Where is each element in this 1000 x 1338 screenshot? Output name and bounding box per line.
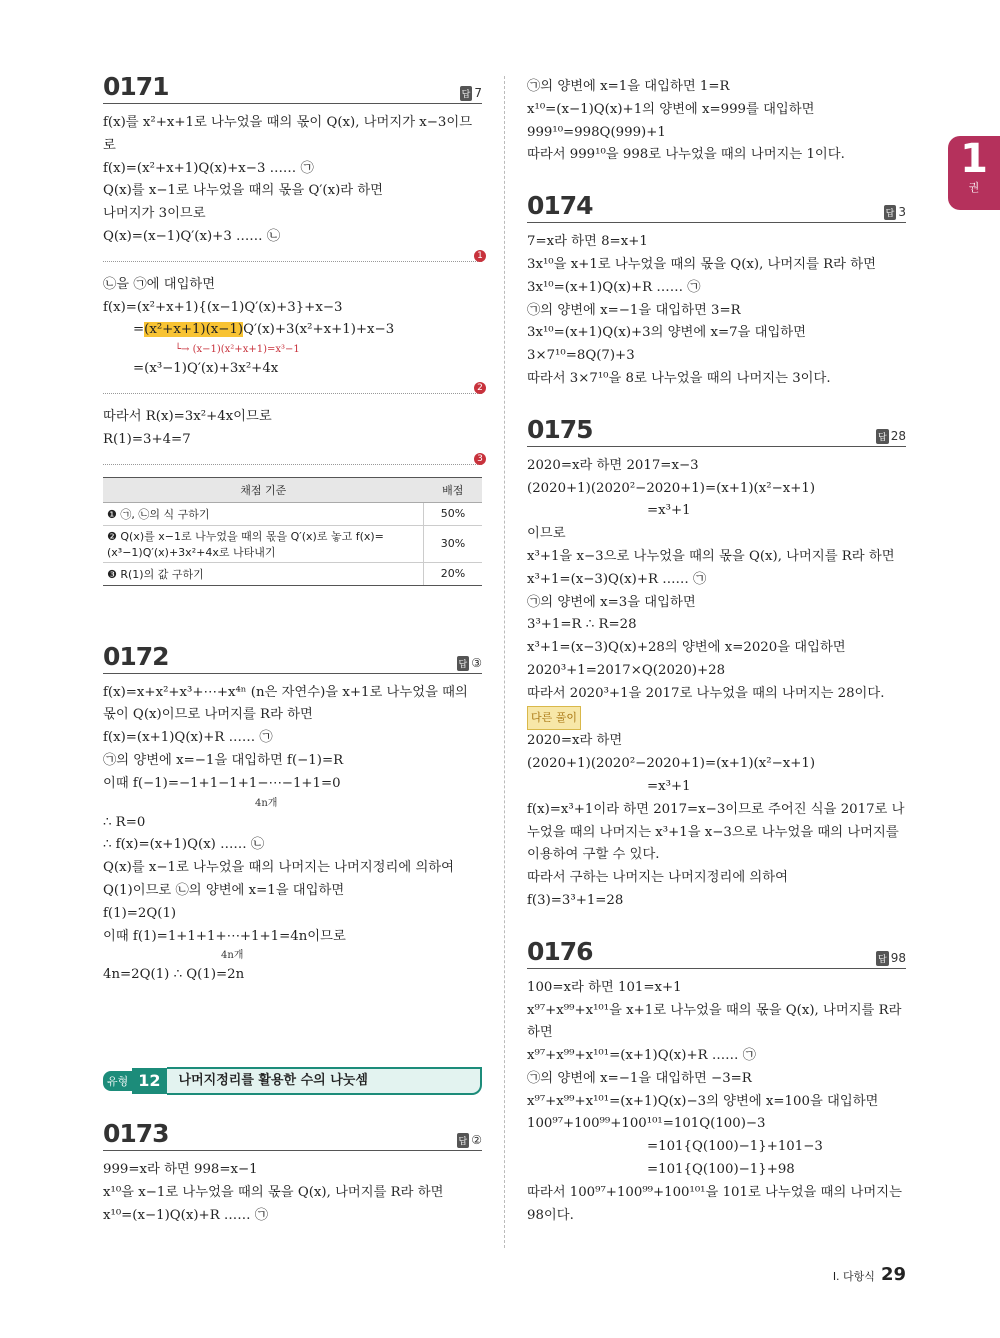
answer-icon: 답 (457, 656, 470, 671)
solution-line: Q(x)를 x−1로 나누었을 때의 몫을 Q′(x)라 하면 (103, 183, 384, 199)
solution-line: R(1)=3+4=7 (103, 431, 191, 447)
solution-line: 2020=x라 하면 2017=x−3 (527, 457, 699, 473)
answer-icon: 답 (457, 1133, 470, 1148)
solution-line: 3×7¹⁰=8Q(7)+3 (527, 348, 635, 364)
problem-0171 (103, 72, 482, 586)
solution-line: x³+1=(x−3)Q(x)+R …… ㉠ (527, 571, 707, 587)
problem-header (103, 72, 482, 104)
solution-line: ㉡을 ㉠에 대입하면 (103, 276, 216, 292)
grading-header: 채점 기준 (103, 477, 424, 502)
solution-line: 2020=x라 하면 (527, 733, 623, 749)
problem-number: 0173 (103, 1119, 169, 1149)
solution-line: 따라서 3×7¹⁰을 8로 나누었을 때의 나머지는 3이다. (527, 370, 831, 386)
brace-label: 4n개 (221, 950, 244, 962)
solution-line: f(x)=x+x²+x³+⋯+x⁴ⁿ (n은 자연수)을 x+1로 나누었을 때의 몫이 Q(x)이므로 나머지를 R라 하면 (103, 684, 468, 723)
solution-line: 100=x라 하면 101=x+1 (527, 979, 682, 995)
answer-value: 28 (890, 428, 906, 443)
answer (884, 205, 906, 220)
step-marker: 2 (474, 382, 486, 394)
problem-0176 (527, 937, 906, 1228)
page-footer (833, 1264, 906, 1285)
solution-line: f(3)=3³+1=28 (527, 892, 624, 908)
solution-line: 나머지가 3이므로 (103, 206, 206, 222)
problem-header (527, 191, 906, 223)
type-tag: 유형 (103, 1071, 132, 1091)
solution-line: 따라서 100⁹⁷+100⁹⁹+100¹⁰¹을 101로 나누었을 때의 나머지는 98이다. (527, 1184, 902, 1223)
score: 50% (424, 502, 483, 525)
problem-0173 (103, 1119, 482, 1227)
eq-sign: = (133, 322, 145, 338)
criterion: ❸ R(1)의 값 구하기 (103, 562, 424, 585)
grading-table (103, 477, 482, 586)
page-number: 29 (880, 1264, 906, 1285)
criterion: ❶ ㉠, ㉡의 식 구하기 (103, 502, 424, 525)
solution-line: x¹⁰=(x−1)Q(x)+R …… ㉠ (103, 1207, 269, 1223)
solution-line: 3x¹⁰=(x+1)Q(x)+R …… ㉠ (527, 279, 701, 295)
solution-line: =101{Q(100)−1}+98 (647, 1162, 795, 1178)
volume-number: 1 (960, 136, 988, 182)
annotation-note: └→ (x−1)(x²+x+1)=x³−1 (175, 344, 300, 356)
solution-line: 2020³+1=2017×Q(2020)+28 (527, 662, 726, 678)
solution-line: 3x¹⁰=(x+1)Q(x)+3의 양변에 x=7을 대입하면 (527, 325, 806, 341)
solution-line: ∴ f(x)=(x+1)Q(x) …… ㉡ (103, 837, 265, 853)
solution-line: 따라서 구하는 나머지는 나머지정리에 의하여 (527, 870, 788, 886)
answer (457, 656, 482, 671)
solution-line: x⁹⁷+x⁹⁹+x¹⁰¹=(x+1)Q(x)−3의 양변에 x=100을 대입하면 (527, 1093, 879, 1109)
problem-number: 0172 (103, 641, 169, 671)
step-marker: 3 (474, 453, 486, 465)
type-number: 12 (132, 1068, 166, 1094)
solution-line: 4n=2Q(1) ∴ Q(1)=2n (103, 967, 245, 983)
solution-line: ㉠의 양변에 x=−1을 대입하면 −3=R (527, 1070, 752, 1086)
answer-value: 98 (890, 950, 906, 965)
problem-0175 (527, 415, 906, 913)
solution-line: x⁹⁷+x⁹⁹+x¹⁰¹을 x+1로 나누었을 때의 몫을 Q(x), 나머지를 R라 하면 (527, 1002, 902, 1041)
problem-header (527, 937, 906, 969)
answer-icon: 답 (876, 951, 889, 966)
solution-line: ㉠의 양변에 x=−1을 대입하면 3=R (527, 302, 741, 318)
criterion: ❷ Q(x)를 x−1로 나누었을 때의 몫을 Q′(x)로 놓고 f(x)=(x³−1)Q′(x)+3x²+4x로 나타내기 (103, 525, 424, 562)
solution-line: Q(x)를 x−1로 나누었을 때의 나머지는 나머지정리에 의하여 (103, 860, 454, 876)
solution-line: 999=x라 하면 998=x−1 (103, 1162, 258, 1178)
alt-solution-badge: 다른 풀이 (527, 706, 581, 731)
problem-header (103, 1119, 482, 1151)
volume-tab (948, 136, 1000, 210)
answer (460, 86, 482, 101)
volume-label: 권 (968, 181, 980, 194)
solution-line: =x³+1 (647, 503, 691, 519)
solution-line: 3x¹⁰을 x+1로 나누었을 때의 몫을 Q(x), 나머지를 R라 하면 (527, 256, 876, 272)
step-divider (103, 453, 483, 465)
solution-line: x³+1=(x−3)Q(x)+28의 양변에 x=2020을 대입하면 (527, 640, 846, 656)
solution-line: f(x)=x³+1이라 하면 2017=x−3이므로 주어진 식을 2017로 나누었을 때의 나머지는 x³+1을 x−3으로 나누었을 때의 나머지를 이용하여 구할 수 있다. (527, 801, 905, 863)
solution-line: ㉠의 양변에 x=−1을 대입하면 f(−1)=R (103, 752, 344, 768)
solution-line: x¹⁰=(x−1)Q(x)+1의 양변에 x=999를 대입하면 (527, 101, 815, 117)
solution-line: 따라서 R(x)=3x²+4x이므로 (103, 408, 272, 424)
solution-line: ㉠의 양변에 x=3을 대입하면 (527, 594, 696, 610)
step-marker: 1 (474, 250, 486, 262)
solution-line: (2020+1)(2020²−2020+1)=(x+1)(x²−x+1) (527, 480, 816, 496)
solution-line: (2020+1)(2020²−2020+1)=(x+1)(x²−x+1) (527, 756, 816, 772)
solution-line: =(x³−1)Q′(x)+3x²+4x (133, 361, 279, 377)
eq-rest: Q′(x)+3(x²+x+1)+x−3 (243, 322, 395, 338)
solution-line: x³+1을 x−3으로 나누었을 때의 몫을 Q(x), 나머지를 R라 하면 (527, 548, 895, 564)
step-divider (103, 250, 483, 262)
solution-line: 7=x라 하면 8=x+1 (527, 234, 648, 250)
answer-icon: 답 (460, 86, 473, 101)
problem-0172 (103, 642, 482, 988)
answer (457, 1133, 482, 1148)
problem-0174 (527, 191, 906, 391)
answer-value: 3 (898, 205, 906, 220)
solution-line: ㉠의 양변에 x=1을 대입하면 1=R (527, 79, 730, 94)
solution-line: 이므로 (527, 526, 566, 542)
score: 30% (424, 525, 483, 562)
highlight: (x²+x+1)(x−1) (144, 322, 244, 338)
solution-line: f(x)를 x²+x+1로 나누었을 때의 몫이 Q(x), 나머지가 x−3이므로 (103, 115, 473, 153)
solution-line: Q(1)이므로 ㉡의 양변에 x=1을 대입하면 (103, 882, 345, 898)
answer-icon: 답 (884, 205, 897, 220)
solution-line: 따라서 2020³+1을 2017로 나누었을 때의 나머지는 28이다. (527, 685, 885, 701)
problem-number: 0174 (527, 191, 593, 221)
chapter-label: I. 다항식 (832, 1270, 875, 1283)
brace-label: 4n개 (255, 797, 278, 809)
type-banner (103, 1067, 482, 1095)
answer-value: ③ (471, 655, 482, 670)
solution-line: =101{Q(100)−1}+101−3 (647, 1139, 823, 1155)
solution-line: f(x)=(x²+x+1)Q(x)+x−3 …… ㉠ (103, 160, 314, 176)
solution-line: x¹⁰을 x−1로 나누었을 때의 몫을 Q(x), 나머지를 R라 하면 (103, 1184, 444, 1200)
solution-line: ∴ R=0 (103, 814, 146, 830)
problem-number: 0176 (527, 936, 593, 966)
solution-line: f(x)=(x+1)Q(x)+R …… ㉠ (103, 730, 273, 746)
answer-icon: 답 (876, 429, 889, 444)
solution-line: 3³+1=R ∴ R=28 (527, 617, 637, 633)
problem-0173-cont (527, 76, 906, 167)
solution-line: 따라서 999¹⁰을 998로 나누었을 때의 나머지는 1이다. (527, 147, 845, 163)
solution-line: 100⁹⁷+100⁹⁹+100¹⁰¹=101Q(100)−3 (527, 1116, 766, 1132)
answer-value: 7 (474, 86, 482, 100)
answer (876, 951, 906, 966)
score-header: 배점 (424, 477, 483, 502)
solution-line: f(1)=2Q(1) (103, 905, 177, 921)
type-title: 나머지정리를 활용한 수의 나눗셈 (167, 1067, 482, 1095)
left-column (103, 72, 482, 1242)
solution-line: f(x)=(x²+x+1){(x−1)Q′(x)+3}+x−3 (103, 299, 343, 315)
solution-line: x⁹⁷+x⁹⁹+x¹⁰¹=(x+1)Q(x)+R …… ㉠ (527, 1048, 756, 1064)
answer (876, 429, 906, 444)
column-divider (504, 76, 505, 1248)
problem-header (103, 642, 482, 674)
solution-line: 이때 f(−1)=−1+1−1+1−⋯−1+1=0 (103, 775, 341, 791)
solution-line (103, 319, 482, 342)
right-column (527, 76, 906, 1241)
solution-line: 999¹⁰=998Q(999)+1 (527, 124, 666, 140)
solution-line: =x³+1 (647, 778, 691, 794)
step-divider (103, 382, 483, 394)
solution-line: 이때 f(1)=1+1+1+⋯+1+1=4n이므로 (103, 928, 346, 944)
score: 20% (424, 562, 483, 585)
problem-number: 0171 (103, 72, 169, 101)
problem-header (527, 415, 906, 447)
problem-number: 0175 (527, 414, 593, 444)
solution-line: Q(x)=(x−1)Q′(x)+3 …… ㉡ (103, 228, 281, 244)
answer-value: ② (471, 1133, 482, 1148)
